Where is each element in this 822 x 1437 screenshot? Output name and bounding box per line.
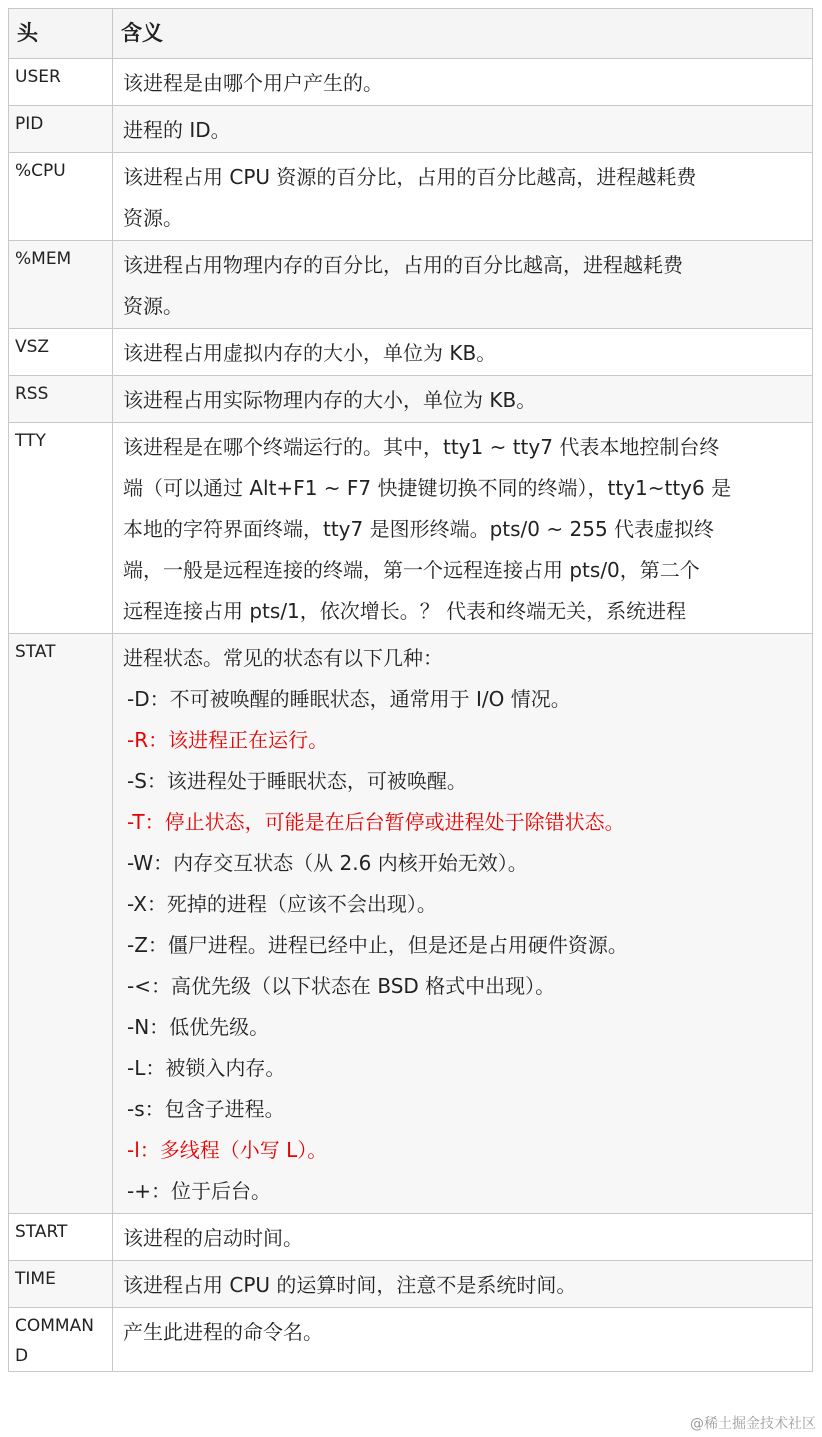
stat-state-item: -X：死掉的进程（应该不会出现）。 xyxy=(127,892,437,916)
description-line: 该进程占用 CPU 资源的百分比，占用的百分比越高，进程越耗费 xyxy=(123,165,697,189)
description-line: 该进程占用虚拟内存的大小，单位为 KB。 xyxy=(123,341,497,365)
field-description xyxy=(113,241,813,329)
table-row xyxy=(9,376,813,423)
stat-state-item: -Z：僵尸进程。进程已经中止，但是还是占用硬件资源。 xyxy=(127,933,628,957)
table-row xyxy=(9,423,813,634)
stat-state-item: -T：停止状态，可能是在后台暂停或进程处于除错状态。 xyxy=(127,810,625,834)
description-line: 资源。 xyxy=(123,294,183,318)
field-description xyxy=(113,634,813,1214)
table-row xyxy=(9,1214,813,1261)
field-name: PID xyxy=(9,106,113,153)
field-description xyxy=(113,59,813,106)
description-line: 该进程占用实际物理内存的大小，单位为 KB。 xyxy=(123,388,537,412)
field-name: TTY xyxy=(9,423,113,634)
stat-state-item: -<：高优先级（以下状态在 BSD 格式中出现）。 xyxy=(127,974,556,998)
table-row xyxy=(9,153,813,241)
description-line: 本地的字符界面终端，tty7 是图形终端。pts/0 ~ 255 代表虚拟终 xyxy=(123,517,715,541)
field-name: TIME xyxy=(9,1261,113,1308)
field-description xyxy=(113,329,813,376)
stat-state-item: -W：内存交互状态（从 2.6 内核开始无效）。 xyxy=(127,851,528,875)
field-name: %MEM xyxy=(9,241,113,329)
field-description xyxy=(113,153,813,241)
field-description xyxy=(113,423,813,634)
description-line: 该进程的启动时间。 xyxy=(123,1226,303,1250)
description-line: 该进程占用物理内存的百分比，占用的百分比越高，进程越耗费 xyxy=(123,253,683,277)
header-col-meaning: 含义 xyxy=(113,9,813,59)
field-name: %CPU xyxy=(9,153,113,241)
description-line: 端（可以通过 Alt+F1 ~ F7 快捷键切换不同的终端），tty1~tty6 是 xyxy=(123,476,732,500)
table-header-row xyxy=(9,9,813,59)
description-line: 该进程占用 CPU 的运算时间，注意不是系统时间。 xyxy=(123,1273,577,1297)
field-description xyxy=(113,1214,813,1261)
stat-state-item: -s：包含子进程。 xyxy=(127,1097,285,1121)
stat-state-item: -S：该进程处于睡眠状态，可被唤醒。 xyxy=(127,769,467,793)
description-line: 远程连接占用 pts/1，依次增长。？ 代表和终端无关，系统进程 xyxy=(123,599,687,623)
stat-intro: 进程状态。常见的状态有以下几种： xyxy=(123,646,443,670)
field-description xyxy=(113,106,813,153)
field-name: START xyxy=(9,1214,113,1261)
field-name: USER xyxy=(9,59,113,106)
description-line: 进程的 ID。 xyxy=(123,118,231,142)
description-line: 该进程是在哪个终端运行的。其中，tty1 ~ tty7 代表本地控制台终 xyxy=(123,435,720,459)
ps-fields-table xyxy=(8,8,813,1372)
description-line: 产生此进程的命令名。 xyxy=(123,1320,323,1344)
table-row xyxy=(9,59,813,106)
stat-state-item: -R：该进程正在运行。 xyxy=(127,728,329,752)
stat-state-item: -L：被锁入内存。 xyxy=(127,1056,286,1080)
stat-state-item: -N：低优先级。 xyxy=(127,1015,270,1039)
description-line: 端，一般是远程连接的终端，第一个远程连接占用 pts/0，第二个 xyxy=(123,558,700,582)
table-row xyxy=(9,241,813,329)
description-line: 该进程是由哪个用户产生的。 xyxy=(123,71,383,95)
table-row xyxy=(9,1308,813,1372)
field-name: STAT xyxy=(9,634,113,1214)
watermark: @稀土掘金技术社区 xyxy=(690,1416,816,1432)
field-description xyxy=(113,376,813,423)
field-name: VSZ xyxy=(9,329,113,376)
field-name: COMMAND xyxy=(9,1308,113,1372)
table-row xyxy=(9,106,813,153)
field-description xyxy=(113,1261,813,1308)
field-description xyxy=(113,1308,813,1372)
field-name: RSS xyxy=(9,376,113,423)
stat-state-item: -+：位于后台。 xyxy=(127,1179,271,1203)
table-row xyxy=(9,634,813,1214)
header-col-name: 头 xyxy=(9,9,113,59)
table-row xyxy=(9,329,813,376)
stat-state-item: -l：多线程（小写 L）。 xyxy=(127,1138,328,1162)
table-row xyxy=(9,1261,813,1308)
description-line: 资源。 xyxy=(123,206,183,230)
stat-state-item: -D：不可被唤醒的睡眠状态，通常用于 I/O 情况。 xyxy=(127,687,571,711)
